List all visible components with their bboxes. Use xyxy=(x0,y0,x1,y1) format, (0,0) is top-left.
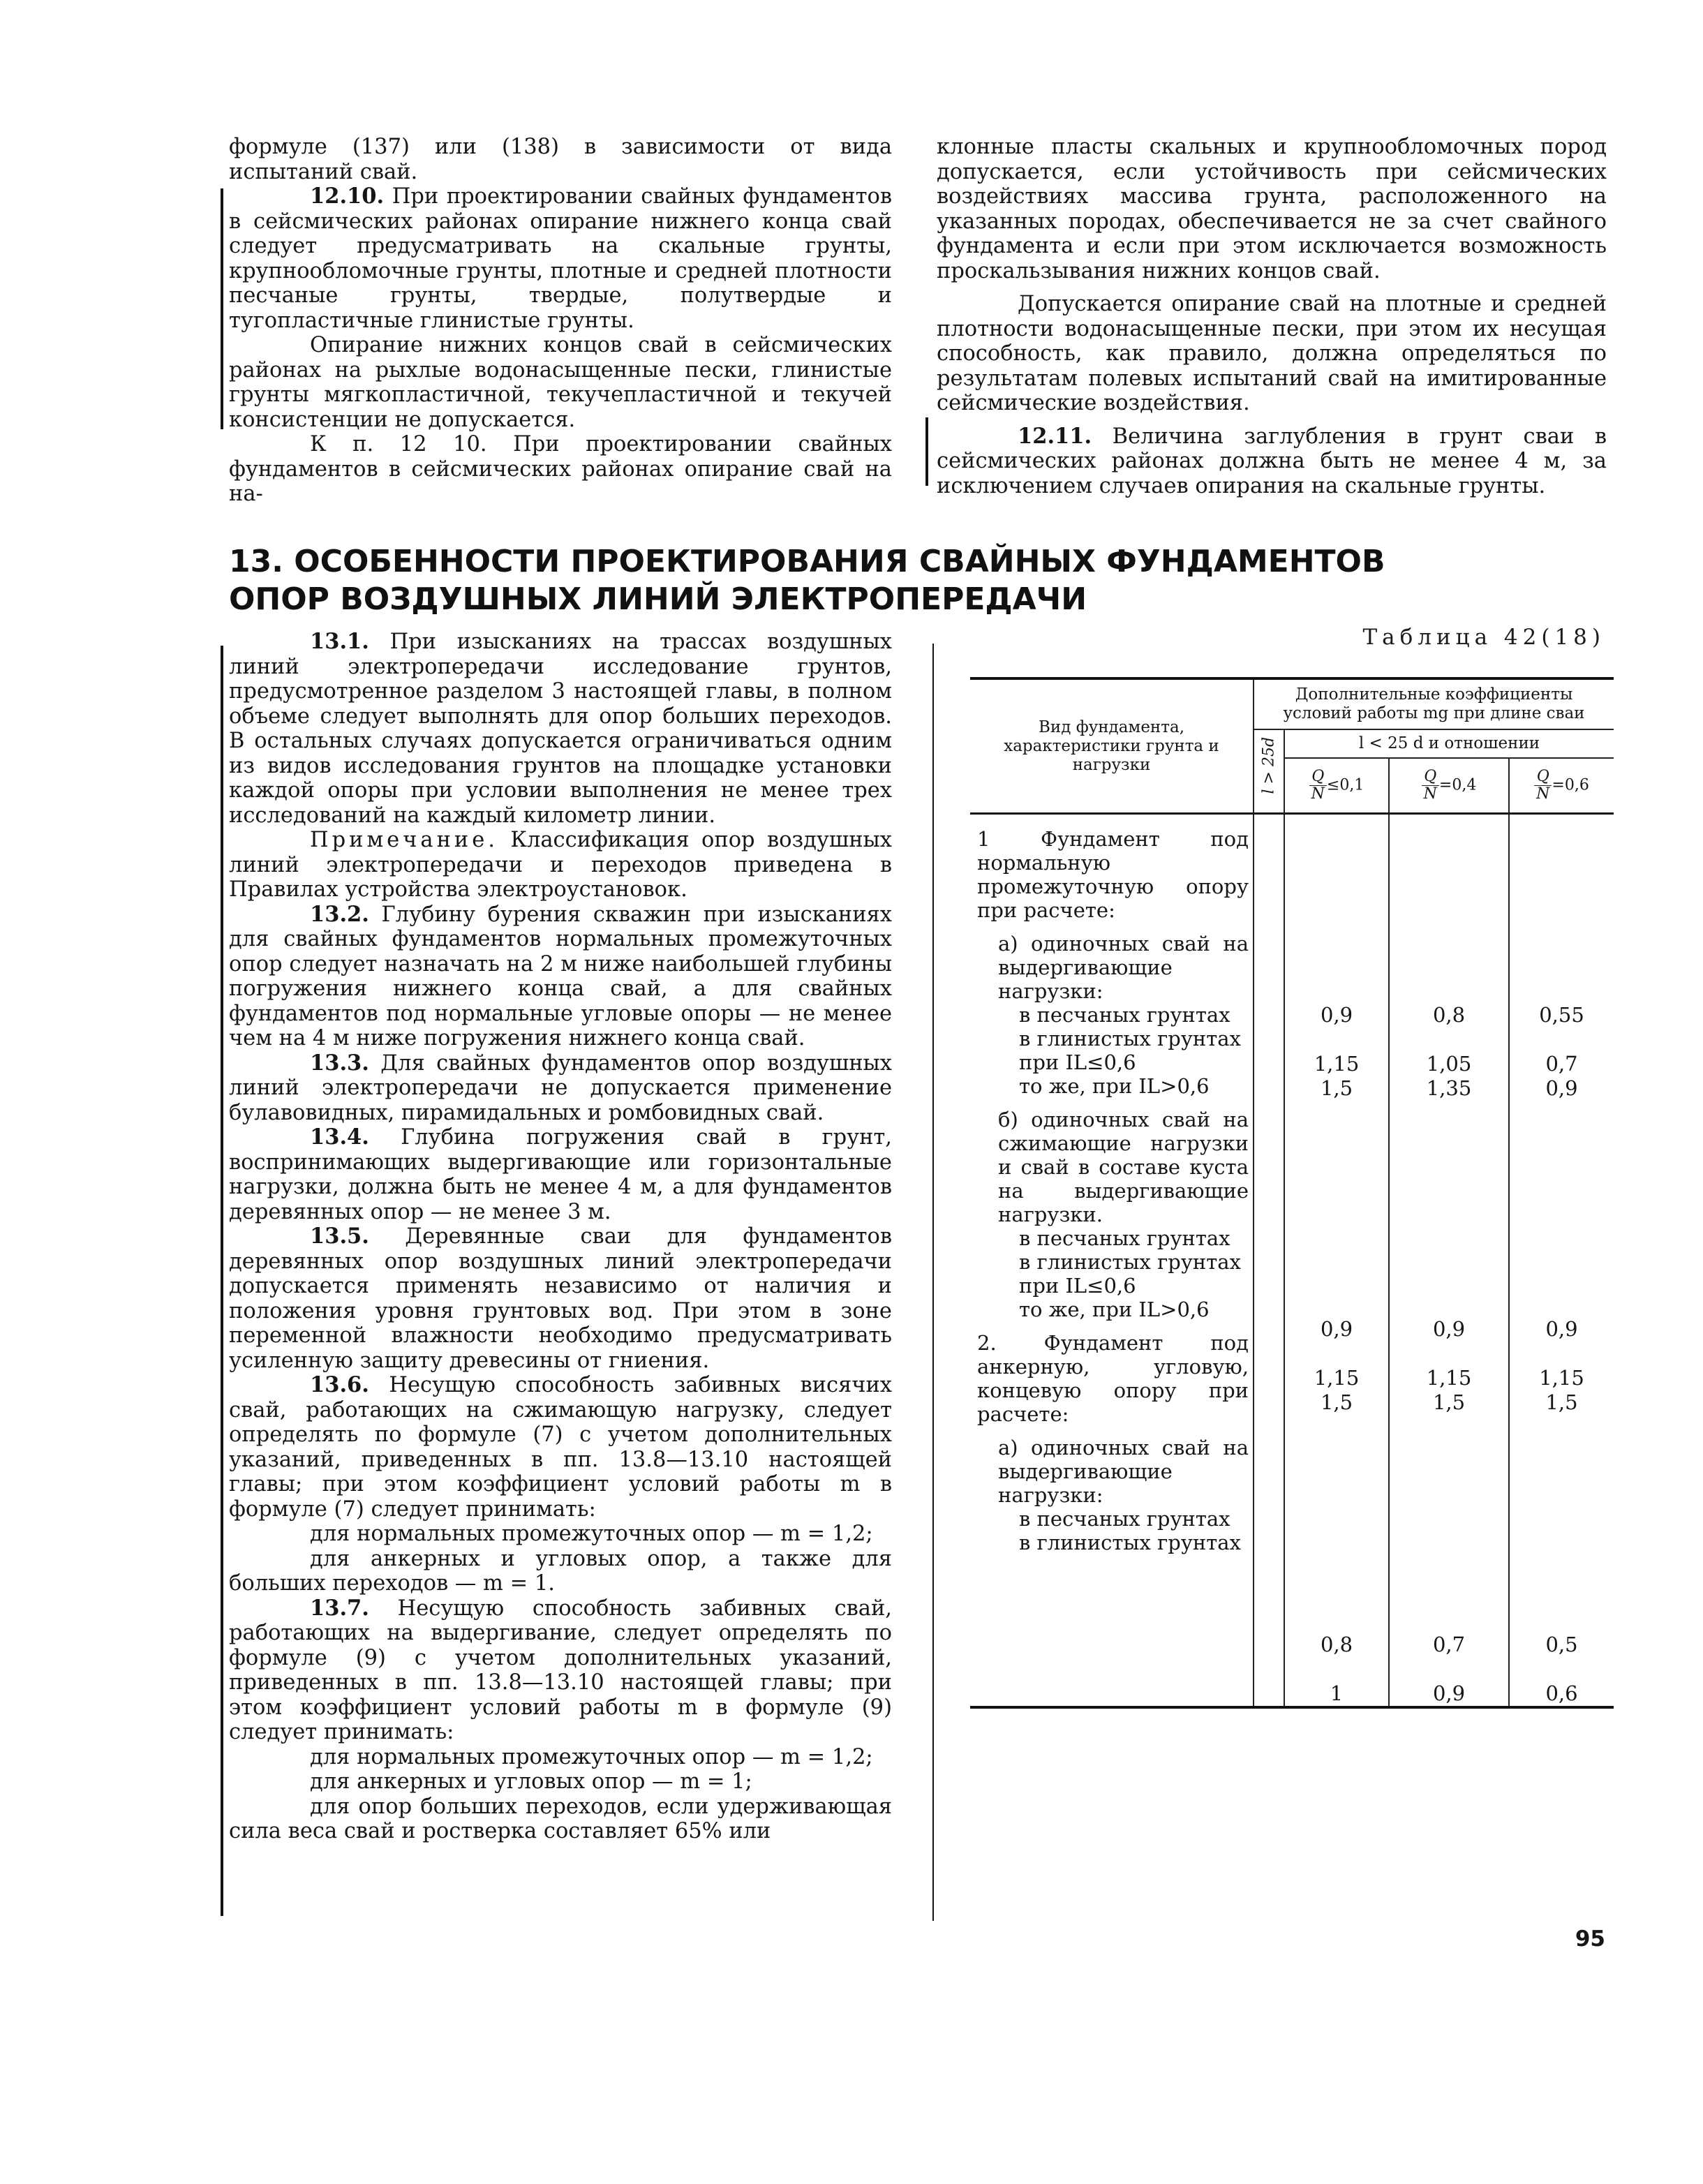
column-divider xyxy=(932,644,934,1921)
cell-value: 0,8 xyxy=(1320,1633,1353,1656)
fraction xyxy=(1309,768,1327,803)
top-right-column xyxy=(937,135,1607,498)
cell-value: 1 xyxy=(1330,1681,1344,1705)
page-number: 95 xyxy=(1575,1926,1605,1952)
cell-value: 0,8 xyxy=(1432,1003,1466,1027)
note xyxy=(229,828,892,902)
change-marker xyxy=(221,188,223,429)
clause-text: Глубину бурения скважин при изысканиях для свайных фундаментов нормальных промежуточных опор следует назначать на 2 м ниже наибольшей глубины погружения нижнего конца свай, а для свайных фундаментов под нормальные угловые опоры — не менее чем на 4 м ниже погружения нижнего конца свай. xyxy=(229,902,892,1050)
denominator: N xyxy=(1311,785,1325,803)
ratio-value: =0,6 xyxy=(1552,776,1589,794)
header-cell-ratio-3 xyxy=(1509,758,1614,814)
row-label: в песчаных грунтах xyxy=(1019,1003,1230,1027)
clause-text: Глубина погружения свай в грунт, воспринимающих выдергивающие или горизонтальные нагрузки, должна быть не менее 4 м, а для фундаментов деревянных опор — не менее 3 м. xyxy=(229,1125,892,1224)
clause-number: 13.2. xyxy=(310,901,369,927)
cell-value: 0,6 xyxy=(1545,1681,1578,1705)
subgroup-label: а) одиночных свай на выдергивающие нагрузки: xyxy=(998,932,1249,1003)
label-block xyxy=(970,815,1253,1582)
denominator: N xyxy=(1536,785,1550,803)
clause-number: 12.10. xyxy=(310,184,385,209)
cell-value: 0,9 xyxy=(1432,1681,1466,1705)
cell-value: 1,15 xyxy=(1539,1366,1584,1390)
cell-value: 0,55 xyxy=(1539,1003,1584,1027)
cell-value: 0,7 xyxy=(1432,1633,1466,1656)
header-cell-ratio-2 xyxy=(1389,758,1509,814)
cell-value: 1,15 xyxy=(1314,1052,1360,1076)
clause-text: Несущую способность забивных висячих свай, работающих на сжимающую нагрузку, следует определять по формуле (7) с учетом дополнительных указаний, приведенных в пп. 13.8—13.10 настоящей главы; при этом коэффициент условий работы m в формуле (7) следует принимать: xyxy=(229,1373,892,1522)
clause-number: 13.4. xyxy=(310,1124,369,1150)
cell-value: 1,15 xyxy=(1314,1366,1360,1390)
main-left-column xyxy=(229,630,892,1844)
clause-item: для нормальных промежуточных опор — m = 1,2; xyxy=(310,1744,873,1769)
table-body-row xyxy=(970,814,1614,1708)
change-marker xyxy=(925,417,928,486)
clause-text: При изысканиях на трассах воздушных линий электропередачи исследование грунтов, предусмотренное разделом 3 настоящей главы, в полном объеме следует выполнять для опор больших переходов. В остальных случаях допускается ограничиваться одним из видов исследования грунтов на площадке установки каждой опоры при условии выполнения не менее трех исследований на каждый километр линии. xyxy=(229,630,892,828)
heading-line: ОПОР ВОЗДУШНЫХ ЛИНИЙ ЭЛЕКТРОПЕРЕДАЧИ xyxy=(229,581,1087,617)
row-label: в песчаных грунтах xyxy=(1019,1507,1230,1531)
cell-value: 0,9 xyxy=(1545,1317,1578,1341)
clause-text: При проектировании свайных фундаментов в сейсмических районах опирание нижнего конца свай следует предусматривать на скальные грунты, крупнообломочные грунты, плотные и средней плотности песчаные грунты, твердые, полутвердые и тугопластичные глинистые грунты. xyxy=(229,184,892,333)
clause-item: для анкерных и угловых опор — m = 1; xyxy=(310,1769,752,1794)
group-label: 2. Фундамент под анкерную, угловую, концевую опору при расчете: xyxy=(977,1331,1249,1426)
cell-value: 1,5 xyxy=(1320,1390,1353,1414)
section-heading xyxy=(229,543,1597,618)
values-column-1 xyxy=(1284,814,1389,1708)
cell-value: 0,7 xyxy=(1545,1052,1578,1076)
clause-number: 13.5. xyxy=(310,1224,369,1249)
body-empty-column xyxy=(1254,814,1284,1708)
header-cell-sub xyxy=(1284,729,1614,758)
clause-13-1 xyxy=(229,630,892,828)
clause-text: Величина заглубления в грунт сваи в сейсмических районах должна быть не менее 4 м, за исключением случаев опирания на скальные грунты. xyxy=(937,424,1607,498)
row-label: в глинистых грунтах при IL≤0,6 xyxy=(1019,1250,1241,1298)
table-42 xyxy=(970,677,1614,1709)
paragraph-12-11 xyxy=(937,424,1607,499)
header-text: l > 25d xyxy=(1260,736,1278,794)
clause-number: 13.6. xyxy=(310,1372,369,1397)
subgroup-label: а) одиночных свай на выдергивающие нагрузки: xyxy=(998,1436,1249,1507)
table-caption: Таблица 42(18) xyxy=(1362,625,1605,650)
header-cell-length xyxy=(1254,729,1284,814)
paragraph: Допускается опирание свай на плотные и средней плотности водонасыщенные пески, при этом их несущая способность, как правило, должна определяться по результатам полевых испытаний свай на имитированные сейсмические воздействия. xyxy=(937,292,1607,415)
cell-value: 0,9 xyxy=(1545,1076,1578,1100)
values-column-2 xyxy=(1389,814,1509,1708)
cell-value: 1,15 xyxy=(1426,1366,1472,1390)
clause-item: для анкерных и угловых опор, а также для больших переходов — m = 1. xyxy=(229,1546,892,1596)
cell-value: 1,35 xyxy=(1426,1076,1472,1100)
cell-value: 1,5 xyxy=(1545,1390,1578,1414)
cell-value: 0,9 xyxy=(1320,1317,1353,1341)
clause-13-4 xyxy=(229,1125,892,1224)
values-column-3 xyxy=(1509,814,1614,1708)
ratio-value: =0,4 xyxy=(1438,776,1477,794)
row-label: то же, при IL>0,6 xyxy=(1019,1074,1210,1098)
row-label: то же, при IL>0,6 xyxy=(1019,1298,1210,1321)
paragraph: клонные пласты скальных и крупнообломочных пород допускается, если устойчивость при сейсмических воздействиях массива грунта, расположенного на указанных породах, обеспечивается не за счет свайного фундамента и если при этом исключается возможность проскальзывания нижних концов свай. xyxy=(937,135,1607,283)
top-left-column xyxy=(229,135,892,507)
paragraph: формуле (137) или (138) в зависимости от вида испытаний свай. xyxy=(229,135,892,184)
clause-number: 13.3. xyxy=(310,1050,369,1076)
group-label: 1 Фундамент под нормальную промежуточную опору при расчете: xyxy=(977,827,1249,922)
row-label: в глинистых грунтах xyxy=(1019,1531,1241,1554)
denominator: N xyxy=(1423,785,1437,803)
row-label: при IL≤0,6 xyxy=(1019,1050,1136,1074)
clause-item: для нормальных промежуточных опор — m = 1,2; xyxy=(310,1522,873,1546)
header-text: Дополнительные коэффициенты условий работы mg при длине сваи xyxy=(1283,685,1585,722)
paragraph-commentary: К п. 12 10. При проектировании свайных фундаментов в сейсмических районах опирание свай на на- xyxy=(229,432,892,506)
table-header-row xyxy=(970,678,1614,729)
clause-number: 13.1. xyxy=(310,629,369,654)
header-cell-ratio-1 xyxy=(1284,758,1389,814)
cell-value: 1,5 xyxy=(1320,1076,1353,1100)
note-label: Примечание. xyxy=(310,828,498,852)
header-text: Вид фундамента, характеристики грунта и нагрузки xyxy=(1004,718,1219,774)
fraction xyxy=(1534,768,1552,803)
row-label: в песчаных грунтах xyxy=(1019,1226,1230,1250)
body-labels xyxy=(970,814,1254,1708)
cell-value: 0,9 xyxy=(1320,1003,1353,1027)
clause-number: 13.7. xyxy=(310,1595,369,1621)
cell-value: 1,5 xyxy=(1432,1390,1466,1414)
subgroup-label: б) одиночных свай на сжимающие нагрузки и свай в составе куста на выдергивающие нагрузки. xyxy=(998,1108,1249,1226)
clause-13-6 xyxy=(229,1373,892,1522)
clause-text: Деревянные сваи для фундаментов деревянных опор воздушных линий электропередачи допускается применять независимо от наличия и положения уровня грунтовых вод. При этом в зоне переменной влажности необходимо предусматривать усиленную защиту древесины от гниения. xyxy=(229,1224,892,1373)
fraction xyxy=(1422,768,1439,803)
heading-line: 13. ОСОБЕННОСТИ ПРОЕКТИРОВАНИЯ СВАЙНЫХ ФУНДАМЕНТОВ xyxy=(229,544,1385,579)
clause-text: Несущую способность забивных свай, работающих на выдергивание, следует определять по формуле (9) с учетом дополнительных указаний, приведенных в пп. 13.8—13.10 настоящей главы; при этом коэффициент условий работы m в формуле (9) следует принимать: xyxy=(229,1596,892,1744)
note-text: Классификация опор воздушных линий электропередачи и переходов приведена в Правилах устройства электроустановок. xyxy=(229,828,893,902)
header-cell-coefficients xyxy=(1254,678,1614,729)
clause-item: для опор больших переходов, если удерживающая сила веса свай и ростверка составляет 65% или xyxy=(229,1794,892,1843)
paragraph: Опирание нижних концов свай в сейсмических районах на рыхлые водонасыщенные пески, глинистые грунты мягкопластичной, текучепластичной и текучей консистенции не допускается. xyxy=(229,333,892,432)
cell-value: 0,9 xyxy=(1432,1317,1466,1341)
clause-text: Для свайных фундаментов опор воздушных линий электропередачи не допускается применение булавовидных, пирамидальных и ромбовидных свай. xyxy=(229,1050,892,1125)
clause-13-3 xyxy=(229,1051,892,1126)
clause-13-2 xyxy=(229,902,892,1051)
cell-value: 1,05 xyxy=(1426,1052,1472,1076)
clause-number: 12.11. xyxy=(1018,423,1092,449)
change-marker xyxy=(221,646,223,1916)
header-text: l < 25 d и отношении xyxy=(1358,734,1540,752)
cell-value: 0,5 xyxy=(1545,1633,1578,1656)
row-label: в глинистых грунтах xyxy=(1019,1027,1241,1050)
numerator: Q xyxy=(1534,768,1552,786)
ratio-value: ≤0,1 xyxy=(1326,776,1364,794)
clause-13-5 xyxy=(229,1224,892,1373)
numerator: Q xyxy=(1422,768,1439,786)
numerator: Q xyxy=(1309,768,1327,786)
header-cell-type xyxy=(970,678,1254,814)
paragraph-12-10 xyxy=(229,184,892,333)
clause-13-7 xyxy=(229,1596,892,1745)
